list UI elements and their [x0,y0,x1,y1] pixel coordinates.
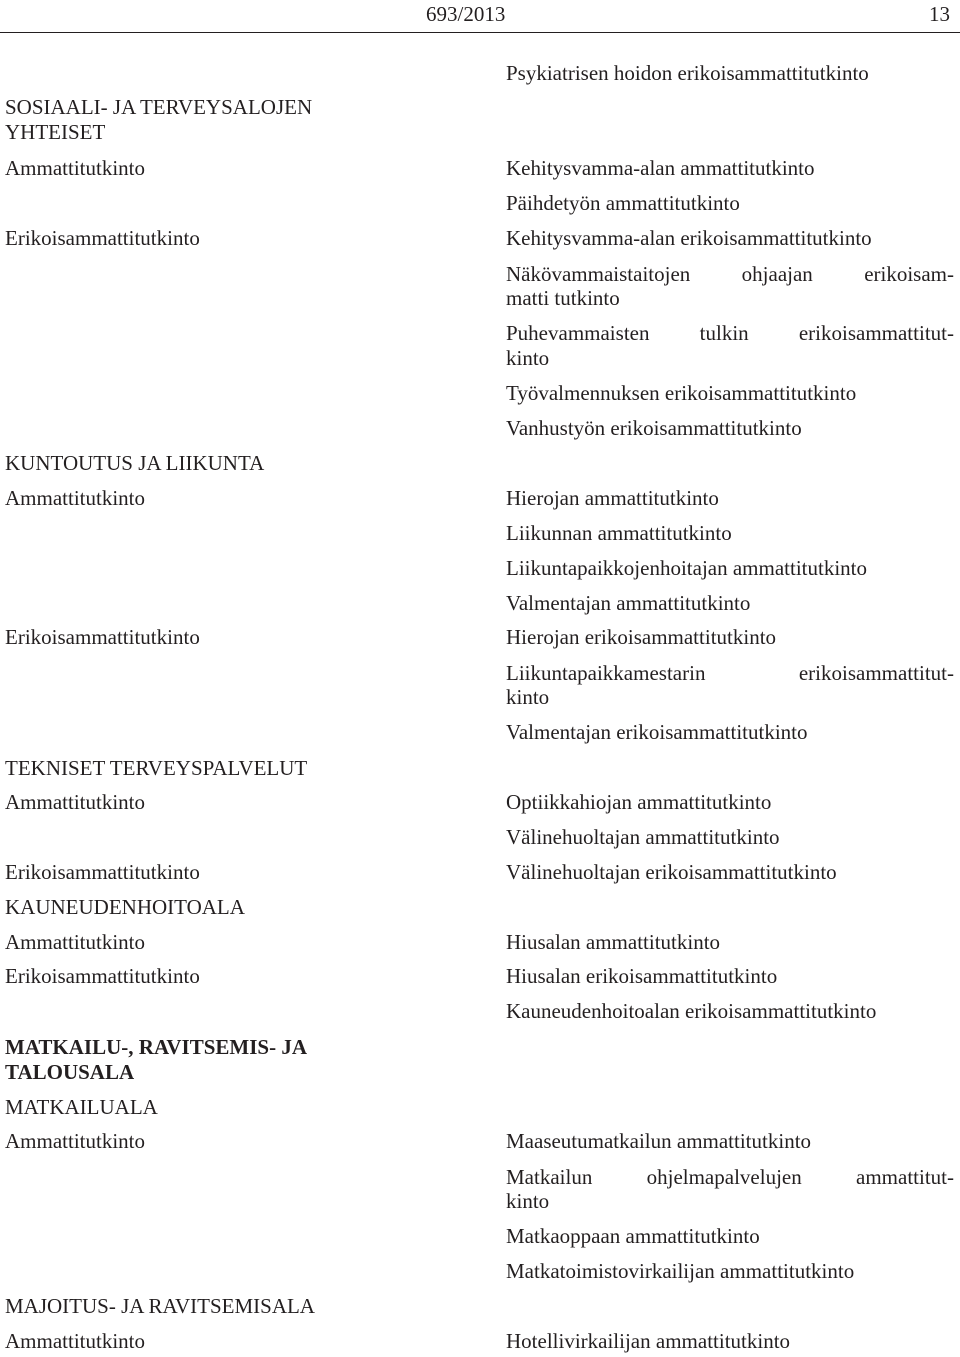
qualification-word: tulkin [699,321,749,345]
qualification-item: Kehitysvamma-alan erikoisammattitutkinto [506,226,872,250]
qualification-word: Matkailun [506,1165,593,1189]
qualification-item-cont: kinto [506,346,550,370]
qualification-item-cont: kinto [506,685,550,709]
qualification-item-cont: kinto [506,1189,550,1213]
degree-level-label: Ammattitutkinto [5,930,145,954]
qualification-item: Valmentajan erikoisammattitutkinto [506,720,808,744]
qualification-item: Psykiatrisen hoidon erikoisammattitutkinto [506,61,869,85]
section-heading-tekniset: TEKNISET TERVEYSPALVELUT [5,756,308,780]
section-heading-sosiaali-cont: YHTEISET [5,120,106,144]
qualification-word: ohjaajan [741,262,813,286]
qualification-item: Välinehuoltajan ammattitutkinto [506,825,780,849]
qualification-item: Matkaoppaan ammattitutkinto [506,1224,760,1248]
degree-level-label: Ammattitutkinto [5,156,145,180]
degree-level-label: Erikoisammattitutkinto [5,860,200,884]
degree-level-label: Ammattitutkinto [5,1129,145,1153]
degree-level-label: Erikoisammattitutkinto [5,964,200,988]
main-section-heading-matkailu: MATKAILU-, RAVITSEMIS- JA [5,1035,308,1059]
qualification-item: Hotellivirkailijan ammattitutkinto [506,1329,791,1353]
qualification-item: Työvalmennuksen erikoisammattitutkinto [506,381,857,405]
qualification-word: Puhevammaisten [506,321,650,345]
degree-level-label: Erikoisammattitutkinto [5,625,200,649]
qualification-item: Kauneudenhoitoalan erikoisammattitutkinto [506,999,877,1023]
qualification-word: erikoisammattitut- [798,321,954,345]
section-heading-kauneudenhoito: KAUNEUDENHOITOALA [5,895,245,919]
qualification-item: Liikuntapaikkojenhoitajan ammattitutkinto [506,556,868,580]
header-divider [0,32,960,33]
qualification-item-cont: matti tutkinto [506,286,620,310]
qualification-item: Kehitysvamma-alan ammattitutkinto [506,156,815,180]
qualification-word: Näkövammaistaitojen [506,262,691,286]
qualification-item [506,321,954,345]
qualification-item: Optiikkahiojan ammattitutkinto [506,790,772,814]
qualification-item: Valmentajan ammattitutkinto [506,591,751,615]
degree-level-label: Ammattitutkinto [5,790,145,814]
qualification-word: ohjelmapalvelujen [646,1165,802,1189]
qualification-item: Hierojan ammattitutkinto [506,486,719,510]
section-heading-matkailuala: MATKAILUALA [5,1095,158,1119]
section-heading-majoitus: MAJOITUS- JA RAVITSEMISALA [5,1294,315,1318]
qualification-word: Liikuntapaikkamestarin [506,661,706,685]
page-number: 13 [929,2,950,26]
qualification-word: ammattitut- [856,1165,954,1189]
qualification-item [506,1165,954,1189]
qualification-item: Hiusalan erikoisammattitutkinto [506,964,778,988]
qualification-item: Matkatoimistovirkailijan ammattitutkinto [506,1259,855,1283]
qualification-word: erikoisam- [864,262,954,286]
degree-level-label: Erikoisammattitutkinto [5,226,200,250]
section-heading-sosiaali: SOSIAALI- JA TERVEYSALOJEN [5,95,313,119]
document-number: 693/2013 [426,2,506,26]
degree-level-label: Ammattitutkinto [5,486,145,510]
degree-level-label: Ammattitutkinto [5,1329,145,1353]
qualification-item: Hierojan erikoisammattitutkinto [506,625,777,649]
qualification-item: Maaseutumatkailun ammattitutkinto [506,1129,812,1153]
qualification-word: erikoisammattitut- [798,661,954,685]
section-heading-kuntoutus: KUNTOUTUS JA LIIKUNTA [5,451,265,475]
qualification-item [506,661,954,685]
qualification-item: Liikunnan ammattitutkinto [506,521,732,545]
qualification-item [506,262,954,286]
qualification-item: Hiusalan ammattitutkinto [506,930,721,954]
qualification-item: Välinehuoltajan erikoisammattitutkinto [506,860,837,884]
qualification-item: Vanhustyön erikoisammattitutkinto [506,416,802,440]
main-section-heading-matkailu-cont: TALOUSALA [5,1060,135,1084]
qualification-item: Päihdetyön ammattitutkinto [506,191,740,215]
